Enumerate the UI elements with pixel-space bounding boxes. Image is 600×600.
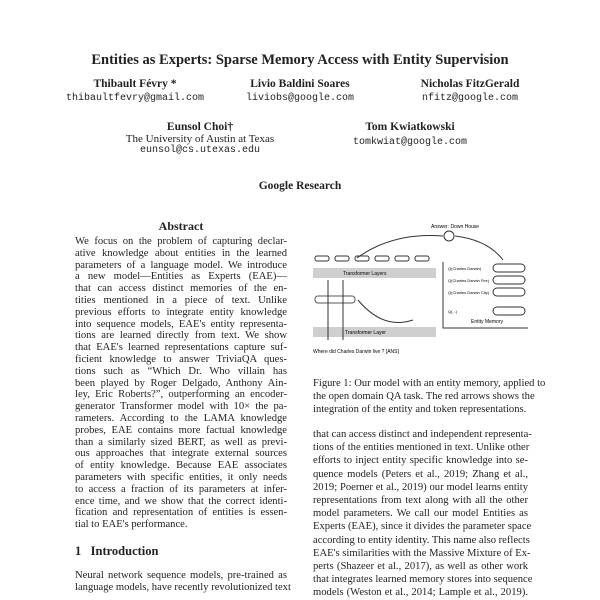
entity-memory-label: Entity Memory bbox=[471, 319, 503, 325]
text-line: Experts (EAE), since it divides the parameter space bbox=[313, 521, 532, 533]
figure-1 bbox=[313, 220, 528, 355]
text-line: according to entity identity. This name also reflects bbox=[313, 534, 530, 546]
text-line: integration of the entity and token representations. bbox=[313, 404, 527, 416]
text-line: into sequence models, EAE's entity representa- bbox=[75, 318, 287, 330]
text-line: of entity knowledge. Because EAE associates bbox=[75, 460, 287, 472]
intro-heading: 1 Introduction bbox=[75, 544, 159, 558]
author-1 bbox=[60, 78, 210, 104]
author-name: Thibault Févry * bbox=[93, 78, 177, 90]
text-line: models (Weston et al., 2014; Lample et al., 2019). bbox=[313, 587, 528, 599]
paper-title: Entities as Experts: Sparse Memory Access with Entity Supervision bbox=[91, 52, 509, 68]
abstract-heading: Abstract bbox=[158, 219, 204, 233]
author-email: tomkwiat@google.com bbox=[352, 137, 468, 148]
author-3 bbox=[395, 78, 545, 104]
organization: Google Research bbox=[258, 180, 342, 192]
text-line: 2019; Poerner et al., 2019) our model learns entity bbox=[313, 481, 528, 493]
text-line: ley, Eric Roberts?”, outperforming an encoder- bbox=[75, 389, 287, 401]
figure-caption bbox=[313, 377, 546, 417]
text-line: a new model—Entities as Experts (EAE)— bbox=[75, 271, 287, 283]
text-line: generator Transformer model with 10× the pa- bbox=[75, 401, 287, 413]
author-name: Eunsol Choi† bbox=[166, 121, 234, 133]
text-line: probes, EAE contains more factual knowledge bbox=[75, 424, 287, 436]
author-4 bbox=[100, 121, 300, 156]
author-email: liviobs@google.com bbox=[245, 93, 355, 104]
text-line: that integrates learned memory stores into sequence bbox=[313, 574, 533, 586]
memory-row: Q(Charles Darwin Fire) bbox=[448, 278, 490, 283]
text-line: parameters of a language model. We introduce bbox=[75, 259, 287, 271]
text-line: previous efforts to integrate entity knowledge bbox=[75, 306, 287, 318]
text-line: to access a fraction of its parameters at infer- bbox=[75, 483, 287, 495]
author-name: Nicholas FitzGerald bbox=[420, 78, 520, 90]
author-email: nfitz@google.com bbox=[421, 93, 518, 104]
text-line: fication and representation of entities is essen- bbox=[75, 507, 287, 519]
entity-embedding bbox=[315, 296, 355, 303]
intro-body bbox=[75, 570, 291, 594]
abstract-body bbox=[75, 236, 287, 531]
output-tokens bbox=[315, 256, 429, 261]
memory-row: Q(Charles Darwin City) bbox=[448, 290, 490, 295]
text-line: than a similarly sized BERT, as well as previ- bbox=[75, 436, 287, 448]
text-line: ficient knowledge to answer TriviaQA ques- bbox=[75, 353, 287, 365]
author-email: thibaultfevry@gmail.com bbox=[65, 93, 205, 104]
text-line: EAE's similarities with the Massive Mixture of Ex- bbox=[313, 547, 531, 559]
memory-row: Q(...) bbox=[448, 309, 458, 314]
answer-label: Answer: Down House bbox=[431, 224, 480, 230]
input-tokens: Where did Charles Darwin live ? [ANS] bbox=[313, 349, 399, 355]
arrow bbox=[455, 236, 503, 260]
text-line: parameters with specific entities, it only needs bbox=[75, 471, 287, 483]
text-line: tities mentioned in a piece of text. Unlike bbox=[75, 294, 287, 306]
text-line: ative knowledge about entities in the learned bbox=[75, 247, 287, 259]
text-line: Figure 1: Our model with an entity memory, applied to bbox=[313, 378, 546, 389]
transformer-top-label: Transformer Layers bbox=[343, 271, 387, 277]
text-line: rameters. According to the LAMA knowledge bbox=[75, 412, 287, 424]
author-5 bbox=[330, 121, 490, 148]
text-line: the open domain QA task. The red arrows shows the bbox=[313, 391, 535, 403]
text-line: tions are learned directly from text. We show bbox=[75, 330, 287, 342]
text-line: model parameters. We call our model Entities as bbox=[313, 508, 528, 520]
memory-row: Q(Charles Darwin) bbox=[448, 266, 482, 271]
text-line: representations from text along with all the other bbox=[313, 494, 528, 506]
text-line: tial to EAE's performance. bbox=[75, 519, 188, 531]
transformer-bottom-label: Transformer Layer bbox=[345, 330, 386, 336]
text-line: language models, have recently revolutionized text bbox=[75, 581, 291, 593]
text-line: We focus on the problem of capturing declar- bbox=[75, 236, 287, 247]
text-line: efforts to inject entity specific knowledge into se- bbox=[313, 455, 528, 467]
author-affiliation: The University of Austin at Texas bbox=[125, 133, 275, 145]
combine-icon bbox=[444, 231, 454, 241]
arrow bbox=[357, 235, 443, 258]
author-email: eunsol@cs.utexas.edu bbox=[139, 145, 261, 156]
text-line: tions such as “Which Dr. Who villain has bbox=[75, 365, 287, 377]
text-line: that can access distinct memories of the en- bbox=[75, 283, 287, 295]
text-line: quence models (Peters et al., 2019; Zhang et al., bbox=[313, 468, 528, 480]
text-line: that EAE's learned representations capture suf- bbox=[75, 342, 287, 354]
text-line: that can access distinct and independent representa- bbox=[313, 429, 532, 440]
text-line: been played by Roger Delgado, Anthony Ain- bbox=[75, 377, 287, 389]
text-line: tions of the entities mentioned in text. Unlike other bbox=[313, 442, 530, 454]
right-body bbox=[313, 428, 533, 599]
author-name: Tom Kwiatkowski bbox=[365, 121, 455, 133]
author-2 bbox=[225, 78, 375, 104]
text-line: ence time, and we show that the correct identi- bbox=[75, 495, 287, 507]
text-line: perts (Shazeer et al., 2017), as well as other work bbox=[313, 560, 528, 572]
text-line: ous approaches that integrate external sources bbox=[75, 448, 287, 460]
text-line: Neural network sequence models, pre-trained as bbox=[75, 570, 287, 581]
author-name: Livio Baldini Soares bbox=[250, 78, 350, 90]
